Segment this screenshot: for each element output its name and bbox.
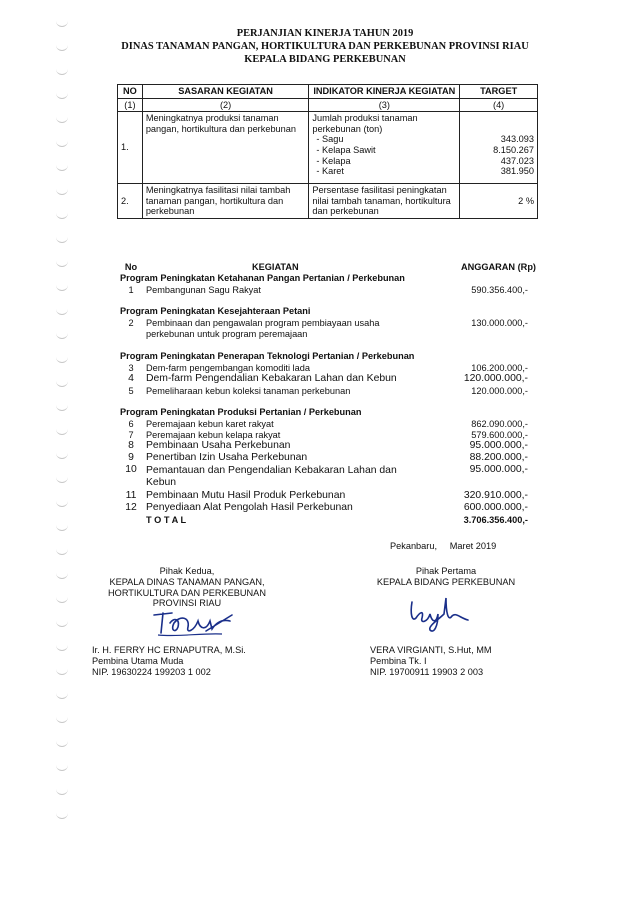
sasaran-table [117, 84, 538, 219]
program-title: Program Peningkatan Penerapan Teknologi Pertanian / Perkebunan [120, 351, 415, 361]
row-no: 2. [118, 184, 143, 219]
signatory-right-details [370, 645, 570, 677]
signatory-nip: NIP. 19630224 199203 1 002 [92, 666, 211, 677]
col-num: (1) [118, 98, 143, 112]
signature-left-icon [150, 607, 236, 639]
col-header-indikator: INDIKATOR KINERJA KEGIATAN [309, 85, 460, 99]
party-label: Pihak Kedua, [159, 566, 215, 576]
title-line: KEPALA DINAS TANAMAN PANGAN, [109, 576, 265, 587]
target-value: 381.950 [500, 166, 534, 177]
total-amount: 3.706.356.400,- [463, 515, 528, 525]
row-indikator: Persentase fasilitasi peningkatan nilai tambah tanaman, hortikultura dan perkebunan [309, 184, 460, 219]
signature-right-icon [404, 592, 474, 636]
signatory-rank: Pembina Utama Muda [92, 655, 184, 666]
col-num: (3) [309, 98, 460, 112]
doc-title: PERJANJIAN KINERJA TAHUN 2019 [236, 28, 414, 39]
target-value: 437.023 [500, 155, 534, 166]
program-title: Program Peningkatan Produksi Pertanian / Perkebunan [120, 407, 362, 417]
signatory-name: Ir. H. FERRY HC ERNAPUTRA, M.Si. [92, 645, 246, 655]
table-colnum-row [118, 98, 538, 112]
row-sasaran: Meningkatnya produksi tanaman pangan, hortikultura dan perkebunan [142, 112, 309, 184]
signatory-name: VERA VIRGIANTI, S.Hut, MM [370, 645, 492, 655]
kegiatan-header-no: No [124, 262, 138, 272]
indikator-text: Jumlah produksi tanaman perkebunan (ton) [312, 113, 418, 134]
kegiatan-header-anggaran: ANGGARAN (Rp) [460, 262, 536, 272]
col-header-sasaran: SASARAN KEGIATAN [142, 85, 309, 99]
row-target [460, 112, 538, 184]
indikator-item: - Sagu [316, 134, 344, 145]
row-target: 2 % [460, 184, 538, 219]
col-num: (4) [460, 98, 538, 112]
program-title: Program Peningkatan Kesejahteraan Petani [120, 306, 311, 316]
party-label: Pihak Pertama [415, 566, 477, 576]
signatory-rank: Pembina Tk. I [370, 655, 427, 666]
table-row [118, 184, 538, 219]
col-header-target: TARGET [460, 85, 538, 99]
program-title: Program Peningkatan Ketahanan Pangan Pertanian / Perkebunan [120, 273, 405, 283]
target-value: 343.093 [500, 134, 534, 145]
signatory-left-details [92, 645, 292, 677]
list-item: 10 Pemantauan dan Pengendalian Kebakaran Lahan dan Kebun 95.000.000,- [125, 464, 528, 488]
title-line: KEPALA BIDANG PERKEBUNAN [376, 576, 516, 587]
row-sasaran: Meningkatnya fasilitasi nilai tambah tanaman pangan, hortikultura dan perkebunan [142, 184, 309, 219]
list-item: 2 Pembinaan dan pengawalan program pembiayaan usaha perkebunan untuk program peremajaan 130.000.000,- [128, 318, 528, 339]
target-value: 8.150.267 [493, 144, 534, 155]
total-label: T O T A L [146, 515, 187, 525]
kegiatan-header-name: KEGIATAN [252, 262, 299, 272]
doc-position: KEPALA BIDANG PERKEBUNAN [244, 54, 406, 65]
table-header-row [118, 85, 538, 99]
indikator-item: - Karet [316, 166, 344, 177]
signatory-nip: NIP. 19700911 19903 2 003 [370, 666, 484, 677]
signatory-left [92, 566, 282, 609]
title-line: PROVINSI RIAU [152, 598, 222, 609]
title-line: HORTIKULTURA DAN PERKEBUNAN [108, 587, 266, 598]
col-num: (2) [142, 98, 309, 112]
place-date: Pekanbaru, Maret 2019 [390, 541, 497, 551]
doc-agency: DINAS TANAMAN PANGAN, HORTIKULTURA DAN PERKEBUNAN PROVINSI RIAU [121, 41, 529, 52]
indikator-item: - Kelapa Sawit [316, 144, 376, 155]
indikator-item: - Kelapa [316, 155, 351, 166]
signatory-right [366, 566, 526, 588]
row-no: 1. [118, 112, 143, 184]
kegiatan-section: No KEGIATAN ANGGARAN (Rp) Program Peningkatan Ketahanan Pangan Pertanian / Perkebunan 1 Pembangunan Sagu Rakyat 590.356.400,- Program Peningkatan Kesejahteraan Petani 2 Pembinaan dan pengawalan program pembiayaan usaha perkebunan untuk program peremajaan 130.000.000,- Program Peningkatan Penerapan Teknologi Pertanian / Perkebunan 3 Dem-farm pengembangan komoditi lada 106.200.000,- 4 Dem-farm Pengendalian Kebakaran Lahan dan Kebun 120.000.000,- 5 Pemeliharaan kebun koleksi tanaman perkebunan 120.000.000,- Program Peningkatan Produksi Pertanian / Perkebunan 6 Peremajaan kebun karet rakyat 862.090.000,- 7 Peremajaan kebun kelapa rakyat 579.600.000,- 8 Pembinaan Usaha Perkebunan 95.000.000,- 9 Penertiban Izin Usaha Perkebunan 88.200.000,- 10 Pemantauan dan Pengendalian Kebakaran Lahan dan Kebun 95.000.000,- 11 Pembinaan Mutu Hasil Produk Perkebunan 320.910.000,- 12 Penyediaan Alat Pengolah Hasil Perkebunan 600.000.000,- T O T A L 3.706.356.400,- [120, 262, 540, 534]
col-header-no: NO [118, 85, 143, 99]
table-row [118, 112, 538, 184]
binder-marks [56, 20, 72, 840]
row-indikator [309, 112, 460, 184]
